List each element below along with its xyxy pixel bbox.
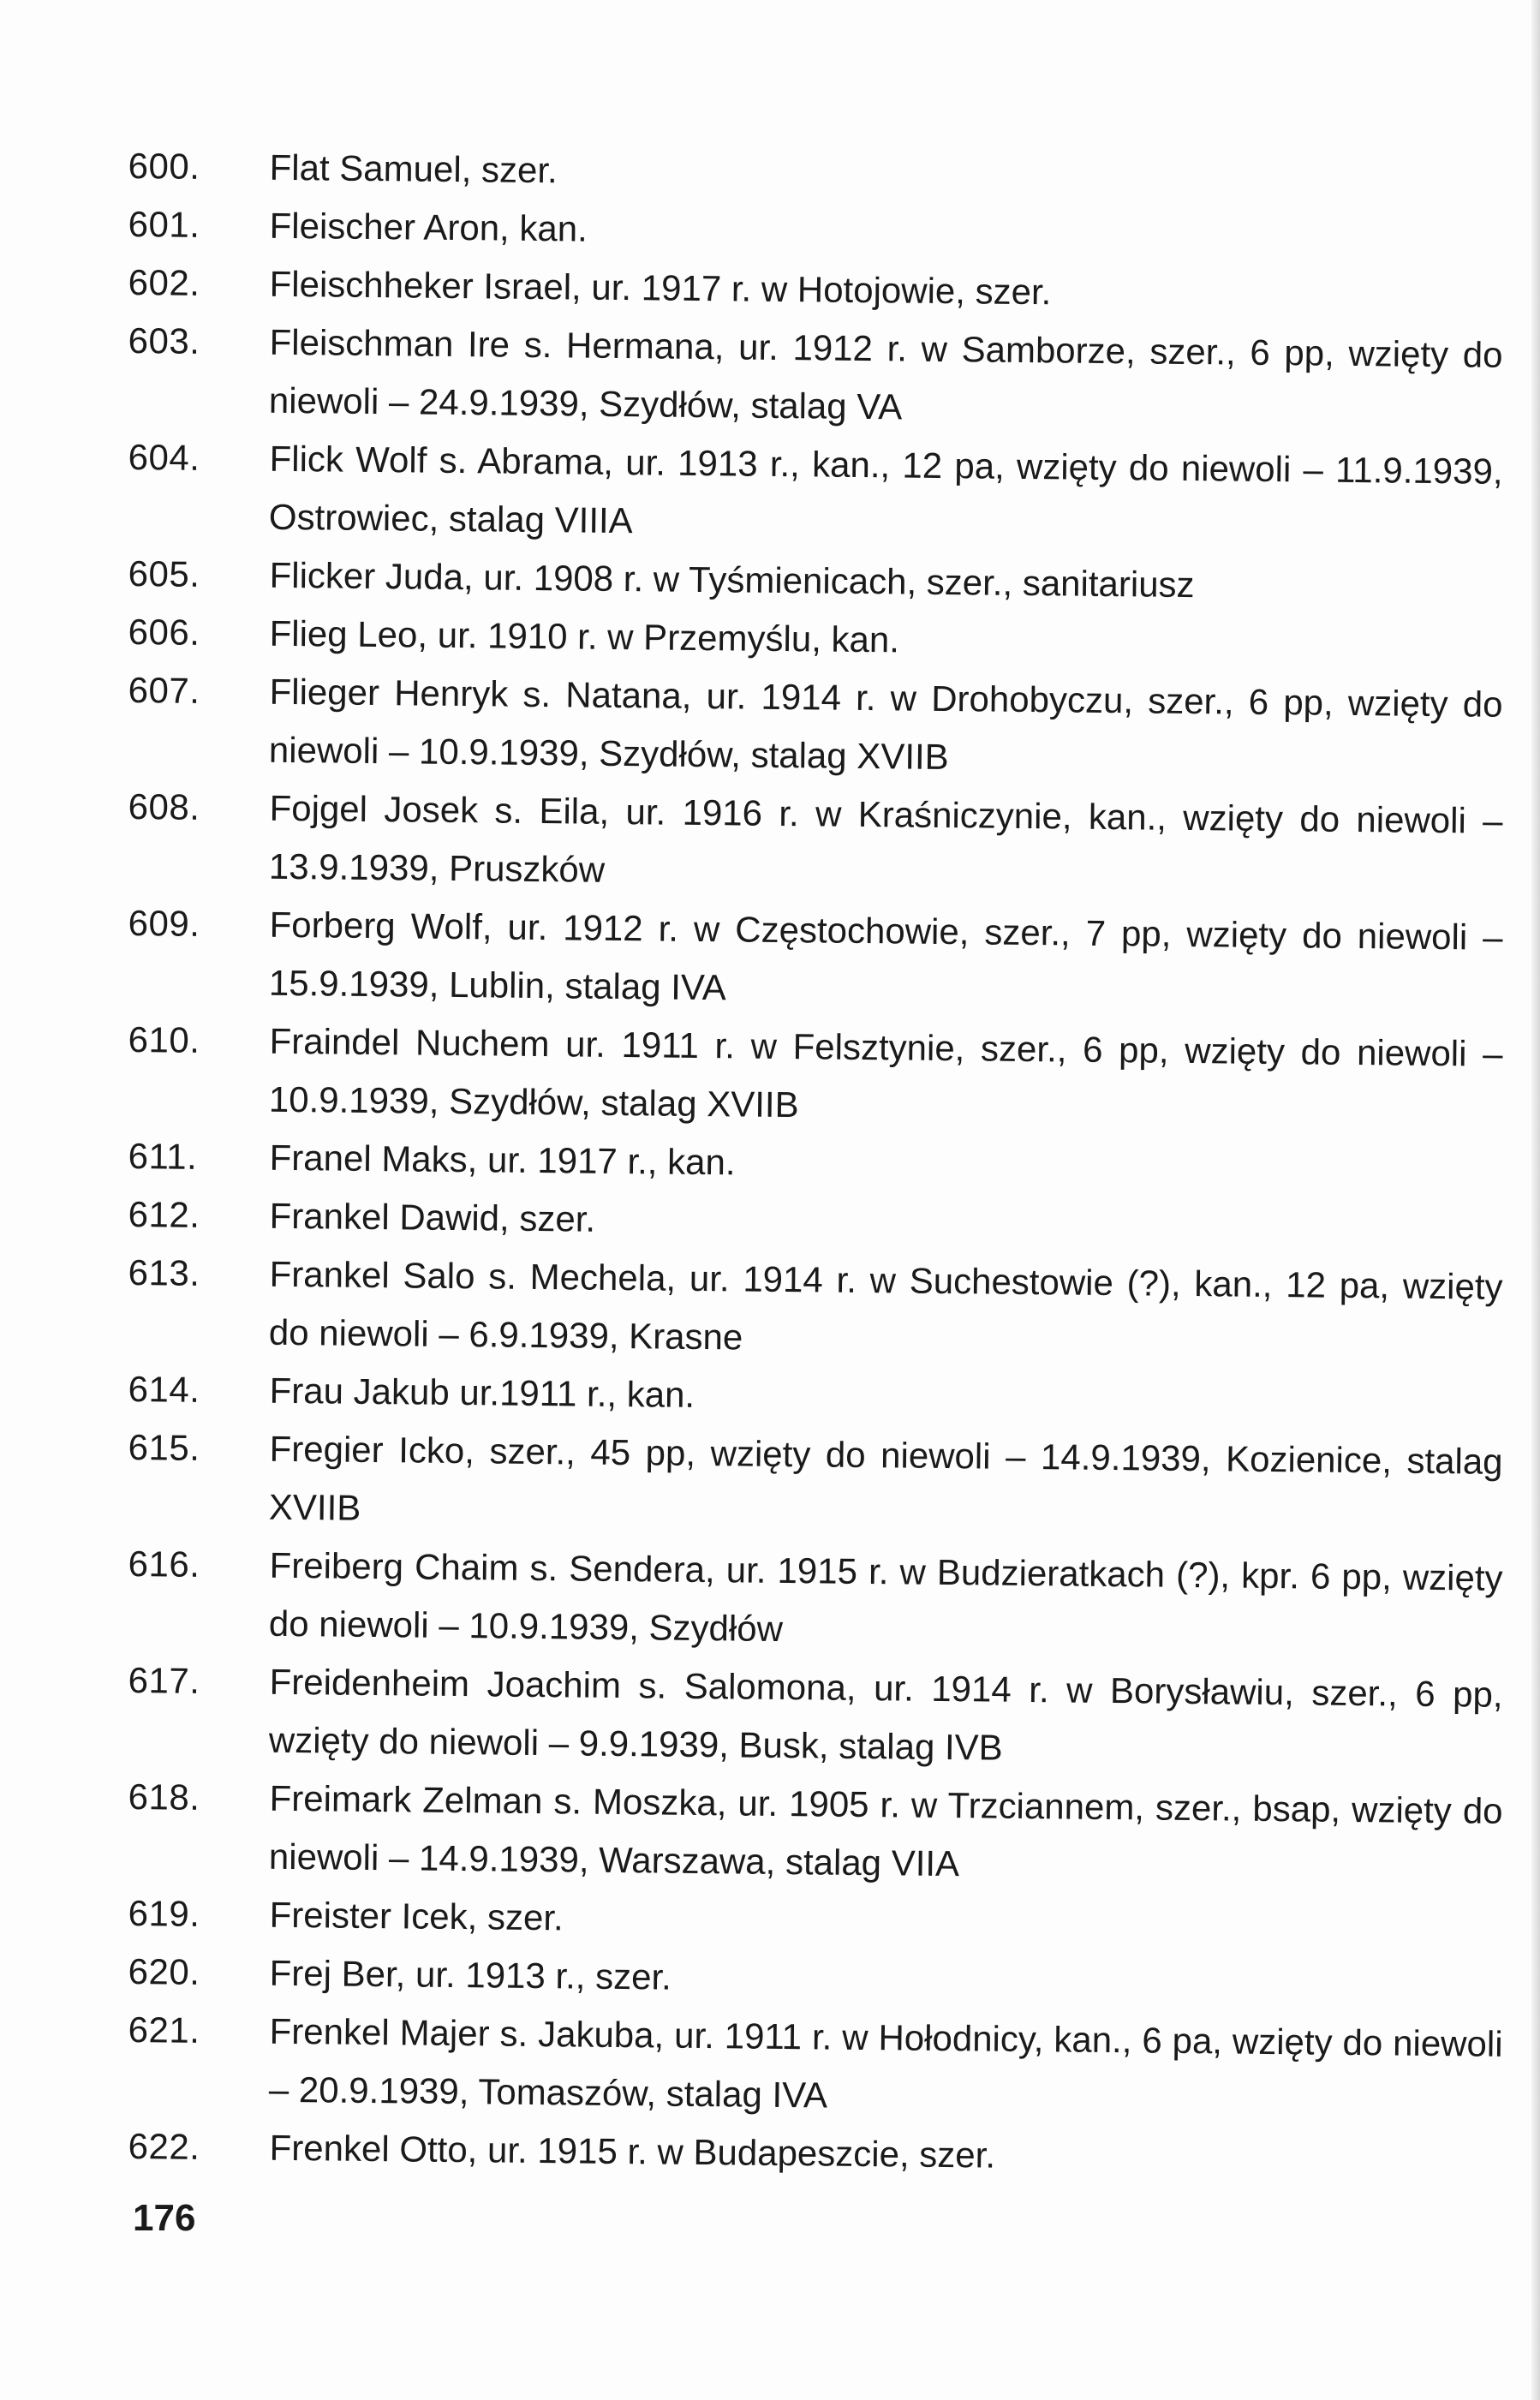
list-item xyxy=(128,2001,1525,2132)
entry-text: Frenkel Otto, ur. 1915 r. w Budapeszcie, szer. xyxy=(269,2127,996,2176)
entry-text: Flat Samuel, szer. xyxy=(269,146,558,191)
entry-text: Freidenheim Joachim s. Salomona, ur. 1914 r. w Borysławiu, szer., 6 pp, wzięty do niewoli – 9.9.1939, Busk, stalag IVB xyxy=(268,1661,1513,1768)
entry-number: 604. xyxy=(128,436,200,478)
entry-number: 617. xyxy=(128,1659,200,1701)
entry-text: Franel Maks, ur. 1917 r., kan. xyxy=(269,1137,736,1183)
entry-number: 621. xyxy=(128,2009,200,2051)
entry-number: 620. xyxy=(128,1950,200,1992)
list-item xyxy=(128,1011,1525,1142)
entry-text: Fleischheker Israel, ur. 1917 r. w Hotojowie, szer. xyxy=(269,263,1052,313)
entry-number: 603. xyxy=(128,319,200,361)
entry-text: Fleischman Ire s. Hermana, ur. 1912 r. w Samborze, szer., 6 pp, wzięty do niewoli – 24.9.1939, Szydłów, stalag VA xyxy=(268,321,1513,427)
list-item xyxy=(128,312,1525,443)
entry-number: 613. xyxy=(128,1251,200,1293)
entry-number: 614. xyxy=(128,1368,200,1410)
entry-number: 610. xyxy=(128,1018,200,1060)
entry-text: Frankel Salo s. Mechela, ur. 1914 r. w Suchestowie (?), kan., 12 pa, wzięty do niewoli – 6.9.1939, Krasne xyxy=(268,1253,1513,1358)
entry-number: 600. xyxy=(128,145,200,187)
entry-number: 602. xyxy=(128,261,200,303)
entry-text: Frej Ber, ur. 1913 r., szer. xyxy=(269,1952,672,1997)
entry-text: Fraindel Nuchem ur. 1911 r. w Felsztynie, szer., 6 pp, wzięty do niewoli – 10.9.1939, Szydłów, stalag XVIIB xyxy=(268,1020,1513,1125)
entry-text: Frau Jakub ur.1911 r., kan. xyxy=(269,1370,695,1415)
entry-number: 609. xyxy=(128,902,200,944)
entry-list xyxy=(128,137,1525,2176)
list-item xyxy=(128,661,1525,792)
entry-text: Flick Wolf s. Abrama, ur. 1913 r., kan., 12 pa, wzięty do niewoli – 11.9.1939, Ostrowiec, stalag VIIIA xyxy=(268,438,1513,541)
page-number: 176 xyxy=(133,2197,196,2239)
entry-text: Fregier Icko, szer., 45 pp, wzięty do niewoli – 14.9.1939, Kozienice, stalag XVIIB xyxy=(268,1428,1513,1528)
entry-number: 605. xyxy=(128,552,200,594)
entry-number: 615. xyxy=(128,1426,200,1468)
entry-text: Frankel Dawid, szer. xyxy=(269,1195,596,1239)
entry-number: 619. xyxy=(128,1892,200,1934)
list-item xyxy=(128,1651,1525,1782)
entry-number: 607. xyxy=(128,669,200,711)
entry-text: Fleischer Aron, kan. xyxy=(269,205,588,249)
entry-number: 622. xyxy=(128,2125,200,2167)
entry-text: Fojgel Josek s. Eila, ur. 1916 r. w Kraśniczynie, kan., wzięty do niewoli – 13.9.1939, Pruszków xyxy=(268,787,1513,890)
entry-number: 611. xyxy=(128,1135,198,1177)
list-item xyxy=(128,1535,1525,1666)
entry-text: Flieg Leo, ur. 1910 r. w Przemyślu, kan. xyxy=(269,612,900,660)
entry-text: Flieger Henryk s. Natana, ur. 1914 r. w Drohobyczu, szer., 6 pp, wzięty do niewoli – 10.9.1939, Szydłów, stalag XVIIB xyxy=(268,671,1513,778)
entry-number: 618. xyxy=(128,1776,200,1818)
entry-number: 601. xyxy=(128,203,200,245)
entry-number: 606. xyxy=(128,611,200,653)
entry-number: 616. xyxy=(128,1543,200,1585)
page-edge-shadow xyxy=(1531,0,1540,2400)
list-item xyxy=(128,1418,1525,1549)
entry-number: 612. xyxy=(128,1193,200,1235)
entry-text: Forberg Wolf, ur. 1912 r. w Częstochowie, szer., 7 pp, wzięty do niewoli – 15.9.1939, Lublin, stalag IVA xyxy=(268,904,1513,1008)
entry-text: Freimark Zelman s. Moszka, ur. 1905 r. w Trzciannem, szer., bsap, wzięty do niewoli – 14.9.1939, Warszawa, stalag VIIA xyxy=(268,1777,1513,1884)
list-item xyxy=(128,428,1525,559)
list-item xyxy=(128,1768,1525,1899)
entry-text: Freister Icek, szer. xyxy=(269,1894,564,1938)
entry-number: 608. xyxy=(128,785,200,827)
list-item xyxy=(128,1244,1525,1375)
entry-text: Freiberg Chaim s. Sendera, ur. 1915 r. w Budzieratkach (?), kpr. 6 pp, wzięty do niewoli – 10.9.1939, Szydłów xyxy=(268,1544,1513,1650)
list-item xyxy=(128,778,1525,909)
entry-text: Frenkel Majer s. Jakuba, ur. 1911 r. w Hołodnicy, kan., 6 pa, wzięty do niewoli – 20.9.1939, Tomaszów, stalag IVA xyxy=(268,2010,1513,2116)
list-item xyxy=(128,894,1525,1025)
entry-text: Flicker Juda, ur. 1908 r. w Tyśmienicach, szer., sanitariusz xyxy=(269,554,1195,606)
